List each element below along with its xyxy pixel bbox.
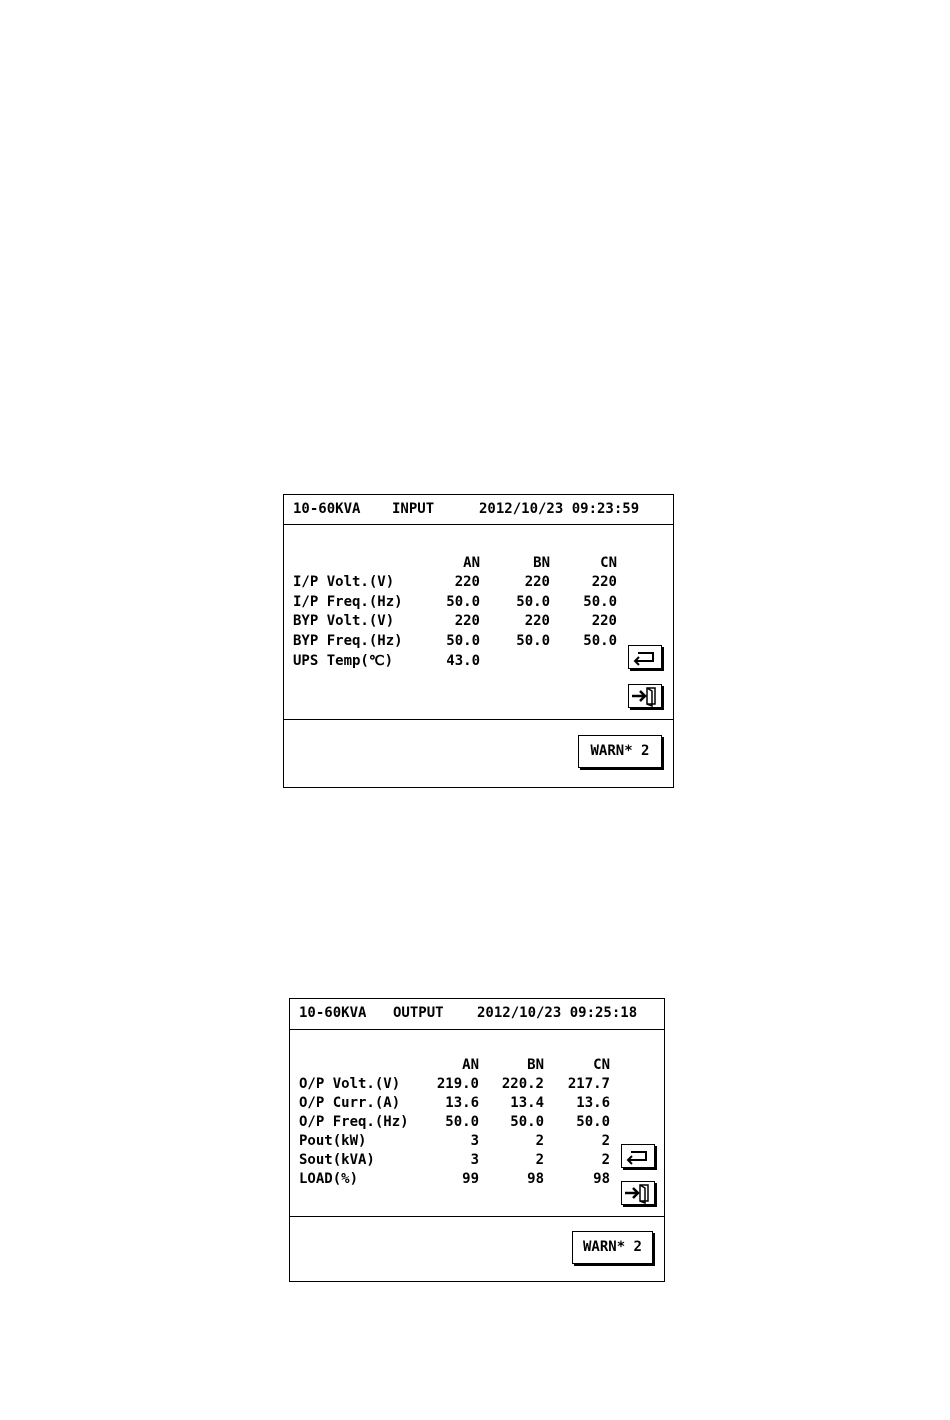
column-header-an: AN [463,555,480,571]
datetime: 2012/10/23 09:23:59 [479,501,640,517]
value-cn: 50.0 [576,1114,610,1130]
value-bn: 50.0 [516,594,550,610]
column-header-bn: BN [533,555,550,571]
back-button[interactable] [621,1144,655,1168]
value-bn: 50.0 [516,633,550,649]
row-label: O/P Volt.(V) [299,1076,401,1092]
model-label: 10-60KVA [299,1005,367,1021]
value-an: 220 [454,613,480,629]
exit-button[interactable] [628,684,662,708]
exit-door-icon [622,1182,654,1204]
value-an: 50.0 [446,633,480,649]
input-footer [284,719,673,787]
output-footer [290,1216,664,1281]
output-screen-panel [289,998,665,1282]
value-cn: 50.0 [583,633,617,649]
value-bn: 98 [527,1171,544,1187]
row-label: I/P Freq.(Hz) [293,594,403,610]
value-an: 50.0 [446,594,480,610]
row-label: UPS Temp(℃) [293,653,394,669]
row-label: Sout(kVA) [299,1152,375,1168]
value-bn: 2 [535,1152,544,1168]
exit-button[interactable] [621,1181,655,1205]
value-an: 99 [462,1171,479,1187]
value-cn: 220 [591,574,617,590]
column-header-an: AN [462,1057,479,1073]
value-an: 3 [470,1152,479,1168]
row-label: BYP Volt.(V) [293,613,395,629]
value-an: 13.6 [445,1095,479,1111]
value-bn: 220.2 [501,1076,544,1092]
value-cn: 217.7 [567,1076,610,1092]
warn-button[interactable]: WARN* 2 [578,735,662,768]
return-arrow-icon [629,646,661,668]
value-cn: 13.6 [576,1095,610,1111]
value-bn: 13.4 [510,1095,544,1111]
column-header-cn: CN [600,555,617,571]
model-label: 10-60KVA [293,501,361,517]
value-cn: 2 [601,1152,610,1168]
row-label: O/P Curr.(A) [299,1095,401,1111]
value-bn: 220 [524,574,550,590]
value-an: 3 [470,1133,479,1149]
warn-button[interactable]: WARN* 2 [572,1231,653,1264]
row-label: I/P Volt.(V) [293,574,395,590]
row-label: LOAD(%) [299,1171,359,1187]
column-header-bn: BN [527,1057,544,1073]
exit-door-icon [629,685,661,707]
value-bn: 2 [535,1133,544,1149]
value-bn: 50.0 [510,1114,544,1130]
value-cn: 2 [601,1133,610,1149]
row-label: O/P Freq.(Hz) [299,1114,409,1130]
value-cn: 98 [593,1171,610,1187]
value-an: 50.0 [445,1114,479,1130]
column-header-cn: CN [593,1057,610,1073]
return-arrow-icon [622,1145,654,1167]
input-screen-panel [283,494,674,788]
row-label: Pout(kW) [299,1133,367,1149]
value-an: 219.0 [436,1076,479,1092]
datetime: 2012/10/23 09:25:18 [477,1005,638,1021]
value-bn: 220 [524,613,550,629]
back-button[interactable] [628,645,662,669]
value-an: 220 [454,574,480,590]
page-title: OUTPUT [393,1005,444,1021]
value-cn: 220 [591,613,617,629]
output-header-bar [290,999,664,1030]
input-header-bar [284,495,673,525]
value-cn: 50.0 [583,594,617,610]
page-title: INPUT [392,501,435,517]
value-an: 43.0 [446,653,480,669]
row-label: BYP Freq.(Hz) [293,633,403,649]
